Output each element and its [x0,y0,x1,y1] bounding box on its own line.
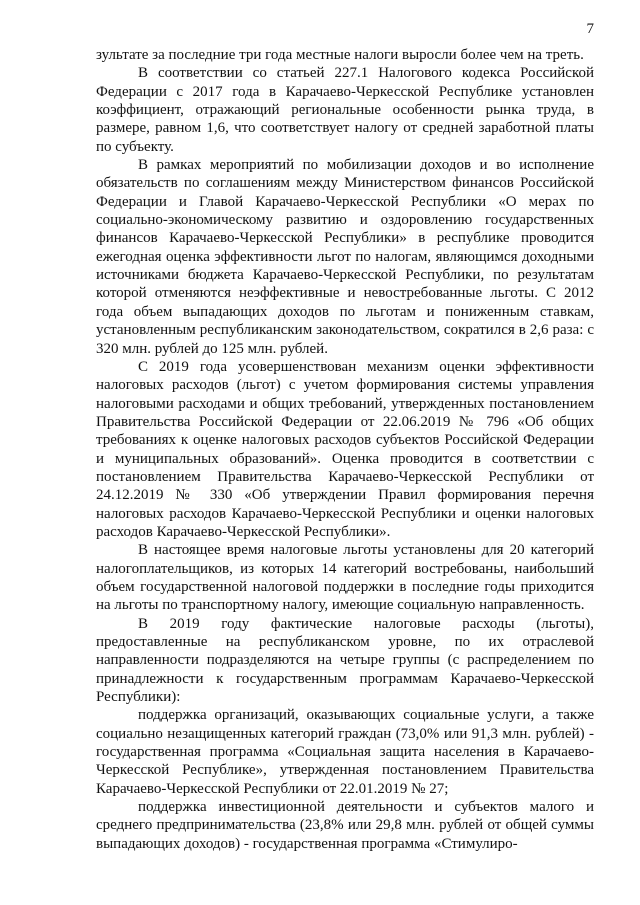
paragraph-1: зультате за последние три года местные налоги выросли более чем на треть. [96,47,584,63]
paragraph-6: В 2019 году фактические налоговые расходы (льготы), предоставленные на республиканском уровне, по их отраслевой направленности подразделяются на четыре группы (с распределением по принадлежности к государственным программам Карачаево-Черкесской Республики): [96,615,594,706]
paragraph-4: С 2019 года усовершенствован механизм оценки эффективности налоговых расходов (льгот) с учетом формирования системы управления налоговыми расходами и общих требований, утвержденных постановлением Правительства Российской Федерации от 22.06.2019 № 796 «Об общих требованиях к оценке налоговых расходов субъектов Российской Федерации и муниципальных образований». Оценка проводится в соответствии с постановлением Правительства Карачаево-Черкесской Республики от 24.12.2019 № 330 «Об утверждении Правил формирования перечня налоговых расходов Карачаево-Черкесской Республики и оценки налоговых расходов Карачаево-Черкесской Республики». [96,358,594,540]
paragraph-5: В настоящее время налоговые льготы установлены для 20 категорий налогоплательщиков, из которых 14 категорий востребованы, наибольший объем государственной налоговой поддержки в последние годы приходится на льготы по транспортному налогу, имеющие социальную направленность. [96,542,594,614]
paragraph-3: В рамках мероприятий по мобилизации доходов и во исполнение обязательств по соглашениям между Министерством финансов Российской Федерации и Главой Карачаево-Черкесской Республики «О мерах по социально-экономическому развитию и оздоровлению государственных финансов Карачаево-Черкесской Республики» в республике проводится ежегодная оценка эффективности льгот по налогам, являющимся доходными источниками бюджета Карачаево-Черкесской Республики, по результатам которой отменяются неэффективные и невостребованные льготы. С 2012 года объем выпадающих доходов по льготам и пониженным ставкам, установленным республиканским законодательством, сократился в 2,6 раза: с 320 млн. рублей до 125 млн. рублей. [96,157,594,357]
paragraph-7: поддержка организаций, оказывающих социальные услуги, а также социально незащищенных категорий граждан (73,0% или 91,3 млн. рублей) - государственная программа «Социальная защита населения в Карачаево-Черкесской Республике», утвержденная постановлением Правительства Карачаево-Черкесской Республики от 22.01.2019 № 27; [96,707,594,797]
paragraph-8: поддержка инвестиционной деятельности и субъектов малого и среднего предпринимательства (23,8% или 29,8 млн. рублей от общей суммы выпадающих доходов) - государственная программа «Стимулиро- [96,799,594,852]
document-body [96,46,594,853]
page-number: 7 [586,21,594,37]
paragraph-2: В соответствии со статьей 227.1 Налогового кодекса Российской Федерации с 2017 года в Карачаево-Черкесской Республике установлен коэффициент, отражающий региональные особенности рынка труда, в размере, равном 1,6, что соответствует налогу от средней заработной платы по субъекту. [96,65,594,155]
